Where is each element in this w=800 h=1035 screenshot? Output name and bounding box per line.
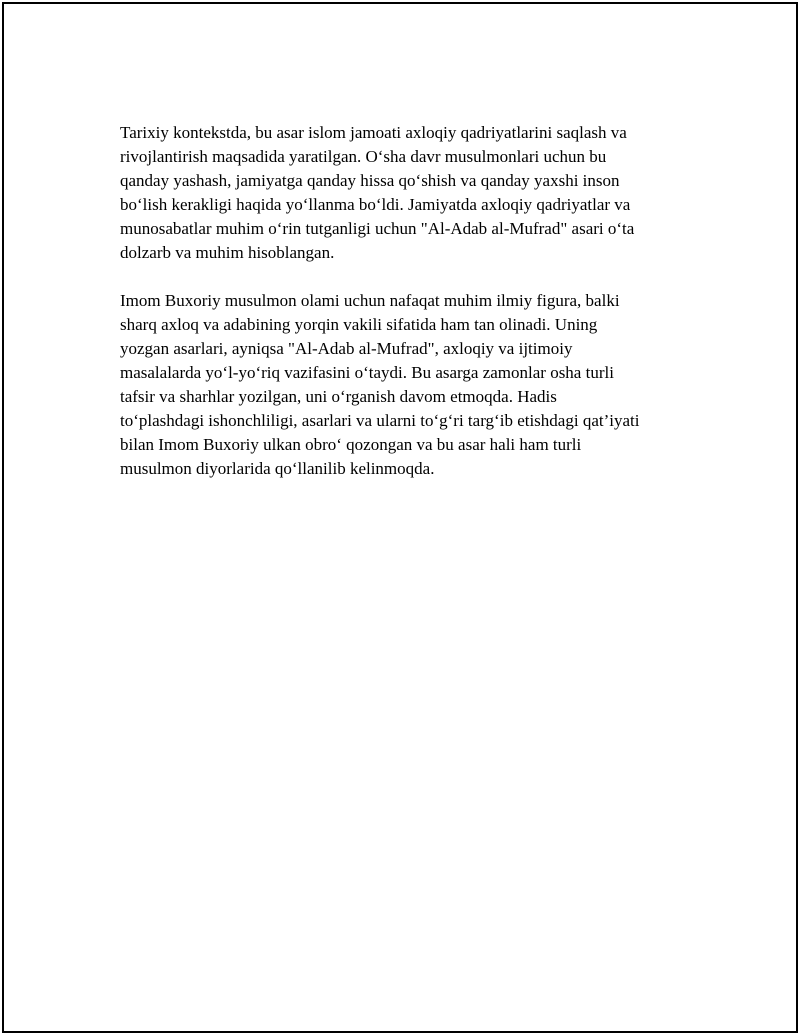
text-line: Imom Buxoriy musulmon olami uchun nafaqat muhim ilmiy figura, balki — [120, 291, 620, 310]
text-line: musulmon diyorlarida qo‘llanilib kelinmoqda. — [120, 459, 435, 478]
text-line: tafsir va sharhlar yozilgan, uni o‘rganish davom etmoqda. Hadis — [120, 387, 557, 406]
text-line: munosabatlar muhim o‘rin tutganligi uchun "Al-Adab al-Mufrad" asari o‘ta — [120, 219, 635, 238]
text-line: rivojlantirish maqsadida yaratilgan. O‘sha davr musulmonlari uchun bu — [120, 147, 607, 166]
text-line: sharq axloq va adabining yorqin vakili sifatida ham tan olinadi. Uning — [120, 315, 598, 334]
document-page — [2, 2, 798, 1033]
text-line: dolzarb va muhim hisoblangan. — [120, 243, 335, 262]
paragraph-1 — [120, 121, 700, 265]
text-line: qanday yashash, jamiyatga qanday hissa qo‘shish va qanday yaxshi inson — [120, 171, 620, 190]
paragraph-2 — [120, 289, 700, 481]
text-line: bo‘lish kerakligi haqida yo‘llanma bo‘ldi. Jamiyatda axloqiy qadriyatlar va — [120, 195, 631, 214]
text-line: Tarixiy kontekstda, bu asar islom jamoati axloqiy qadriyatlarini saqlash va — [120, 123, 627, 142]
document-body — [120, 121, 700, 481]
text-line: bilan Imom Buxoriy ulkan obro‘ qozongan va bu asar hali ham turli — [120, 435, 582, 454]
text-line: yozgan asarlari, ayniqsa "Al-Adab al-Mufrad", axloqiy va ijtimoiy — [120, 339, 573, 358]
text-line: to‘plashdagi ishonchliligi, asarlari va ularni to‘g‘ri targ‘ib etishdagi qat’iyati — [120, 411, 640, 430]
text-line: masalalarda yo‘l-yo‘riq vazifasini o‘taydi. Bu asarga zamonlar osha turli — [120, 363, 614, 382]
